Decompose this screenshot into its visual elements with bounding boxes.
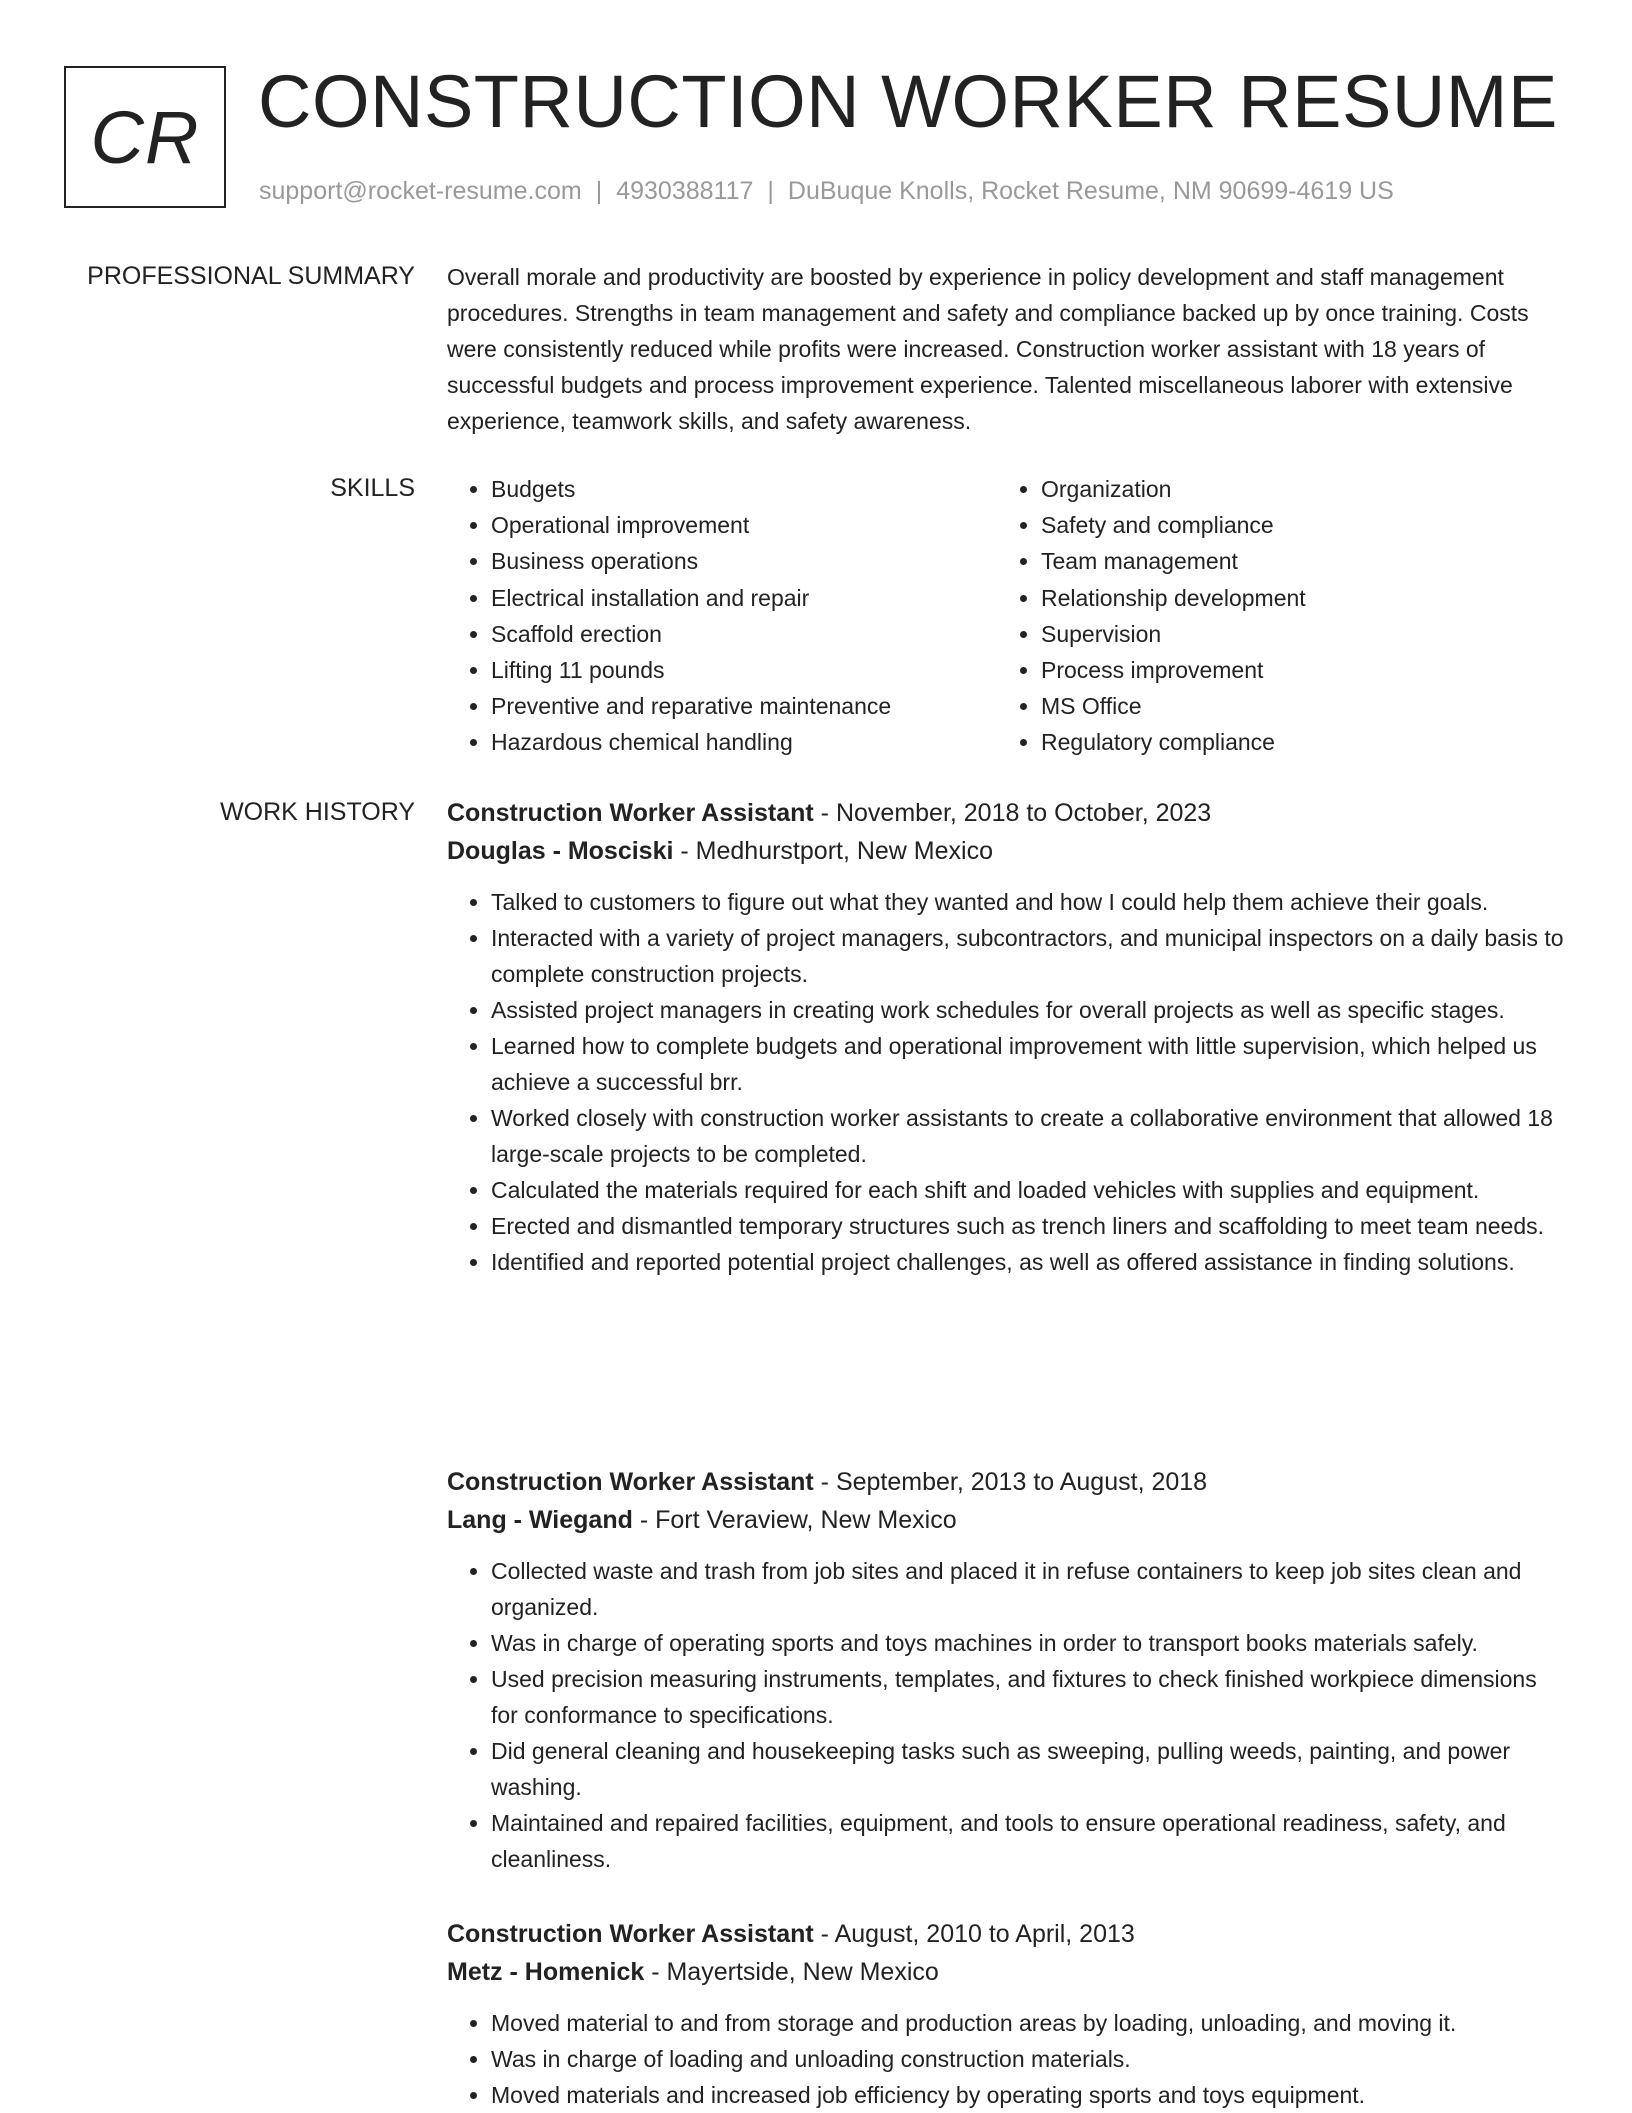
job-duty: • Interacted with a variety of project managers, subcontractors, and municipal inspectors on a daily basis to complete construction projects.: [491, 920, 1567, 992]
skill-item: • Preventive and reparative maintenance: [491, 688, 997, 724]
skill-item: • Regulatory compliance: [1041, 724, 1561, 760]
job-company: Metz - Homenick: [447, 1958, 645, 1986]
summary-text: Overall morale and productivity are boosted by experience in policy development and staff management procedures. Strengths in team management and safety and compliance backed up by once training. Costs were consistently reduced while profits were increased. Construction worker assistant with 18 years of successful budgets and process improvement experience. Talented miscellaneous laborer with extensive experience, teamwork skills, and safety awareness.: [447, 264, 1529, 434]
skill-item: • Business operations: [491, 543, 997, 579]
skill-item: • Electrical installation and repair: [491, 580, 997, 616]
job-title-line: [447, 1915, 1567, 1953]
skill-item: • Safety and compliance: [1041, 507, 1561, 543]
job-title-line: [447, 1463, 1567, 1501]
job-duty: • Moved material to and from storage and production areas by loading, unloading, and moving it.: [491, 2005, 1567, 2041]
job-dates: - November, 2018 to October, 2023: [813, 799, 1212, 827]
job-duty: • Used precision measuring instruments, templates, and fixtures to check finished workpiece dimensions for conformance to specifications.: [491, 1661, 1567, 1733]
job-duties-list: [447, 1553, 1567, 1877]
contact-phone[interactable]: 4930388117: [616, 177, 754, 205]
job-dates: - August, 2010 to April, 2013: [813, 1920, 1135, 1948]
contact-separator: |: [595, 177, 603, 205]
job-duty: • Did general cleaning and housekeeping tasks such as sweeping, pulling weeds, painting, and power washing.: [491, 1733, 1567, 1805]
skill-item: • Scaffold erection: [491, 616, 997, 652]
monogram-text: CR: [90, 95, 200, 179]
job-entry: [447, 1915, 1567, 2113]
skill-item: • MS Office: [1041, 688, 1561, 724]
job-company: Lang - Wiegand: [447, 1506, 633, 1534]
job-duty: • Worked closely with construction worker assistants to create a collaborative environment that allowed 18 large-scale projects to be completed.: [491, 1100, 1567, 1172]
contact-email[interactable]: support@rocket-resume.com: [259, 177, 582, 205]
skill-item: • Process improvement: [1041, 652, 1561, 688]
job-entry: [447, 1463, 1567, 1877]
summary-heading: PROFESSIONAL SUMMARY: [87, 262, 415, 290]
job-duty: • Maintained and repaired facilities, equipment, and tools to ensure operational readiness, safety, and cleanliness.: [491, 1805, 1567, 1877]
job-duty: • Calculated the materials required for each shift and loaded vehicles with supplies and equipment.: [491, 1172, 1567, 1208]
job-duty: • Erected and dismantled temporary structures such as trench liners and scaffolding to meet team needs.: [491, 1208, 1567, 1244]
job-duty: • Moved materials and increased job efficiency by operating sports and toys equipment.: [491, 2077, 1567, 2113]
job-company-line: [447, 1501, 1567, 1539]
job-duty: • Collected waste and trash from job sites and placed it in refuse containers to keep job sites clean and organized.: [491, 1553, 1567, 1625]
skills-section: [447, 471, 1567, 761]
skill-item: • Hazardous chemical handling: [491, 724, 997, 760]
work-history-heading: WORK HISTORY: [220, 798, 415, 826]
summary-section: [447, 259, 1567, 439]
skill-item: • Supervision: [1041, 616, 1561, 652]
skills-heading: SKILLS: [330, 474, 415, 502]
job-dates: - September, 2013 to August, 2018: [813, 1468, 1208, 1496]
skill-item: • Operational improvement: [491, 507, 997, 543]
job-duty: • Was in charge of operating sports and toys machines in order to transport books materials safely.: [491, 1625, 1567, 1661]
job-location: - Mayertside, New Mexico: [644, 1958, 939, 1986]
job-title: Construction Worker Assistant: [447, 1468, 814, 1496]
skill-item: • Team management: [1041, 543, 1561, 579]
skill-item: • Budgets: [491, 471, 997, 507]
skill-item: • Relationship development: [1041, 580, 1561, 616]
job-company-line: [447, 1953, 1567, 1991]
job-duty: • Assisted project managers in creating work schedules for overall projects as well as specific stages.: [491, 992, 1567, 1028]
job-duty: • Learned how to complete budgets and operational improvement with little supervision, which helped us achieve a successful brr.: [491, 1028, 1567, 1100]
job-duty: • Talked to customers to figure out what they wanted and how I could help them achieve their goals.: [491, 884, 1567, 920]
job-duties-list: [447, 2005, 1567, 2113]
skill-item: • Lifting 11 pounds: [491, 652, 997, 688]
job-duty: • Identified and reported potential project challenges, as well as offered assistance in finding solutions.: [491, 1244, 1567, 1280]
job-location: - Fort Veraview, New Mexico: [632, 1506, 957, 1534]
job-title: Construction Worker Assistant: [447, 799, 814, 827]
job-company: Douglas - Mosciski: [447, 837, 674, 865]
job-duties-list: [447, 884, 1567, 1280]
job-location: - Medhurstport, New Mexico: [673, 837, 993, 865]
contact-line: [259, 174, 1394, 208]
job-title: Construction Worker Assistant: [447, 1920, 814, 1948]
monogram-logo: [64, 66, 226, 208]
contact-address: DuBuque Knolls, Rocket Resume, NM 90699-4619 US: [787, 177, 1394, 205]
job-entry: [447, 794, 1567, 1280]
job-duty: • Was in charge of loading and unloading construction materials.: [491, 2041, 1567, 2077]
contact-separator: |: [767, 177, 774, 205]
resume-title: CONSTRUCTION WORKER RESUME: [258, 60, 1558, 143]
skill-item: • Organization: [1041, 471, 1561, 507]
skills-list-right: [997, 471, 1561, 761]
job-company-line: [447, 832, 1567, 870]
job-title-line: [447, 794, 1567, 832]
skills-list-left: [447, 471, 997, 761]
